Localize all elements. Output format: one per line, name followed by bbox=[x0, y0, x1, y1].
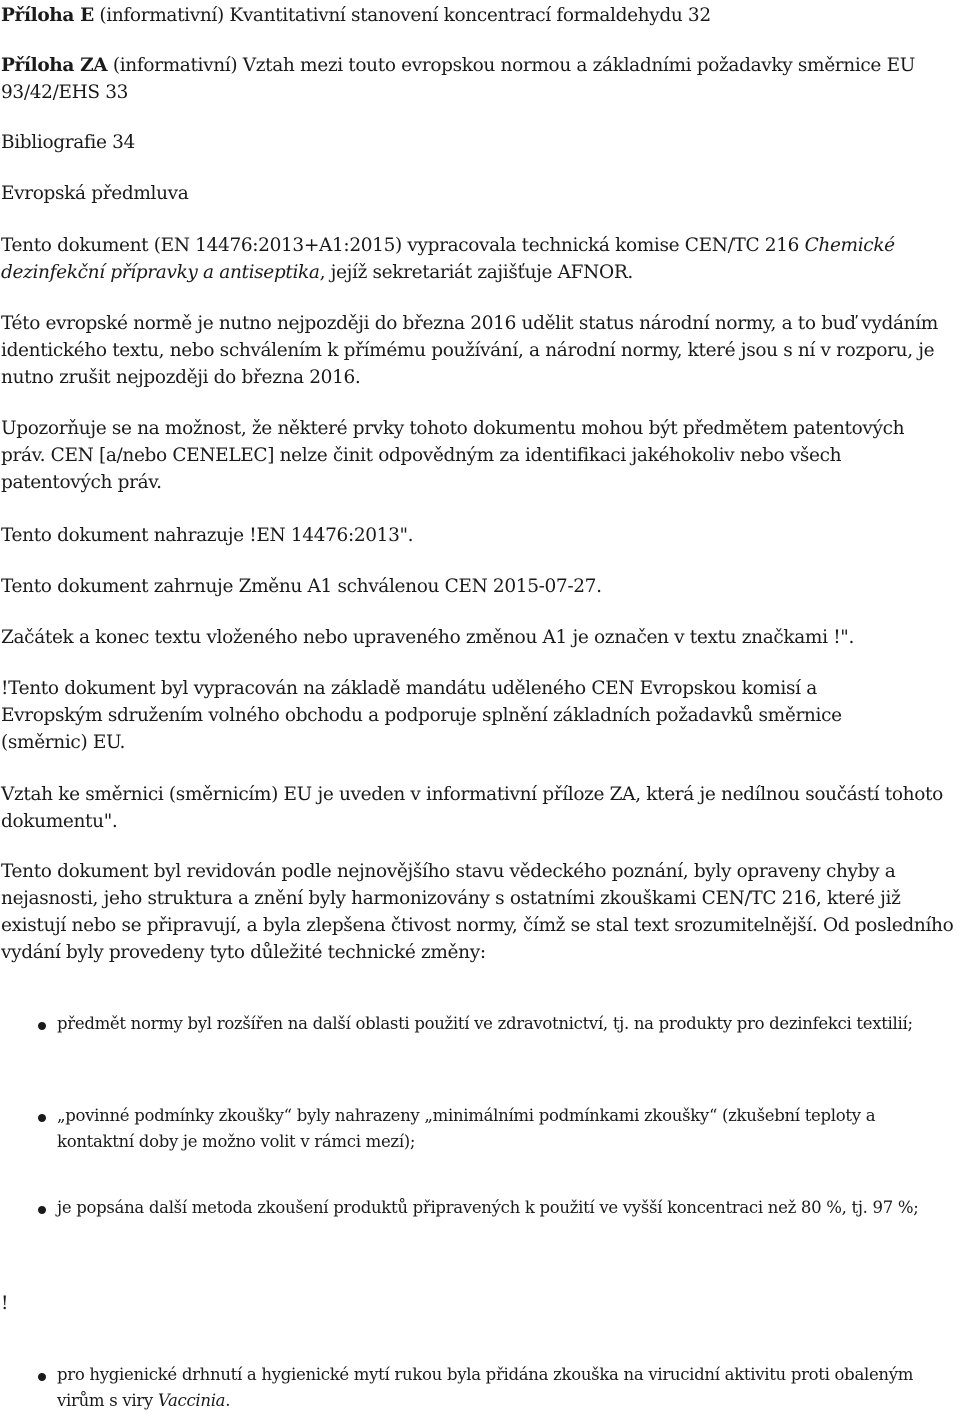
bullet-icon bbox=[38, 1114, 46, 1122]
toc-entry-annex-e[interactable] bbox=[1, 2, 951, 29]
paragraph-amendment: Tento dokument zahrnuje Změnu A1 schválenou CEN 2015-07-27. bbox=[1, 576, 602, 597]
toc-entry-text: Bibliografie 34 bbox=[1, 132, 135, 153]
bullet-icon bbox=[38, 1373, 46, 1381]
paragraph-technical-committee bbox=[1, 232, 946, 286]
paragraph-mandate: !Tento dokument byl vypracován na základě mandátu uděleného CEN Evropskou komisí a Evropským sdružením volného obchodu a podporuje splnění základních požadavků směrnice (směrnic) EU. bbox=[1, 678, 842, 753]
list-item-text-part: pro hygienické drhnutí a hygienické mytí rukou byla přidána zkouška na virucidní aktivitu proti obaleným virům s viry bbox=[57, 1365, 914, 1410]
paragraph-patent-rights: Upozorňuje se na možnost, že některé prvky tohoto dokumentu mohou být předmětem patentových práv. CEN [a/nebo CENELEC] nelze činit odpovědným za identifikaci jakéhokoliv nebo všech patentových práv. bbox=[1, 418, 905, 493]
toc-entry-label: Příloha E bbox=[1, 5, 94, 26]
paragraph-supersedes: Tento dokument nahrazuje !EN 14476:2013". bbox=[1, 525, 414, 546]
paragraph-text: Tento dokument (EN 14476:2013+A1:2015) vypracovala technická komise CEN/TC 216 bbox=[1, 235, 805, 256]
toc-entry-text: (informativní) Kvantitativní stanovení koncentrací formaldehydu 32 bbox=[93, 5, 711, 26]
list-item-text: je popsána další metoda zkoušení produktů připravených k použití ve vyšší koncentraci než 80 %, tj. 97 %; bbox=[57, 1198, 919, 1217]
toc-entry-bibliography[interactable] bbox=[1, 129, 951, 156]
list-item-text bbox=[57, 1362, 937, 1414]
toc-entry-annex-za[interactable] bbox=[1, 52, 959, 106]
separator-mark: ! bbox=[1, 1293, 9, 1314]
section-heading: Evropská předmluva bbox=[1, 183, 189, 204]
toc-entry-label: Příloha ZA bbox=[1, 55, 108, 76]
paragraph-directive-relationship: Vztah ke směrnici (směrnicím) EU je uveden v informativní příloze ZA, která je nedílnou součástí tohoto dokumentu". bbox=[1, 784, 943, 832]
paragraph-amendment-markers: Začátek a konec textu vloženého nebo upraveného změnou A1 je označen v textu značkami !". bbox=[1, 627, 854, 648]
virus-name: Vaccinia bbox=[157, 1391, 226, 1410]
toc-entry-text: (informativní) Vztah mezi touto evropskou normou a základními požadavky směrnice EU 93/42/EHS 33 bbox=[1, 55, 915, 103]
list-item-text-part: . bbox=[225, 1391, 231, 1410]
committee-name: Chemické dezinfekční přípravky a antiseptika bbox=[1, 235, 895, 283]
bullet-icon bbox=[38, 1022, 46, 1030]
list-item-text: předmět normy byl rozšířen na další oblasti použití ve zdravotnictví, tj. na produkty pro dezinfekci textilií; bbox=[57, 1014, 913, 1033]
list-item-text: „povinné podmínky zkoušky“ byly nahrazeny „minimálními podmínkami zkoušky“ (zkušební teploty a kontaktní doby je možno volit v rámci mezí); bbox=[57, 1106, 876, 1151]
paragraph-national-status: Této evropské normě je nutno nejpozději do března 2016 udělit status národní normy, a to buď vydáním identického textu, nebo schválením k přímému používání, a národní normy, které jsou s ní v rozporu, je nutno zrušit nejpozději do března 2016. bbox=[1, 313, 938, 388]
bullet-icon bbox=[38, 1206, 46, 1214]
paragraph-revision: Tento dokument byl revidován podle nejnovějšího stavu vědeckého poznání, byly opraveny chyby a nejasnosti, jeho struktura a znění byly harmonizovány s ostatními zkouškami CEN/TC 216, které již existují nebo se připravují, a byla zlepšena čtivost normy, čímž se stal text srozumitelnější. Od posledního vydání byly provedeny tyto důležité technické změny: bbox=[1, 861, 954, 963]
paragraph-text: , jejíž sekretariát zajišťuje AFNOR. bbox=[319, 262, 633, 283]
